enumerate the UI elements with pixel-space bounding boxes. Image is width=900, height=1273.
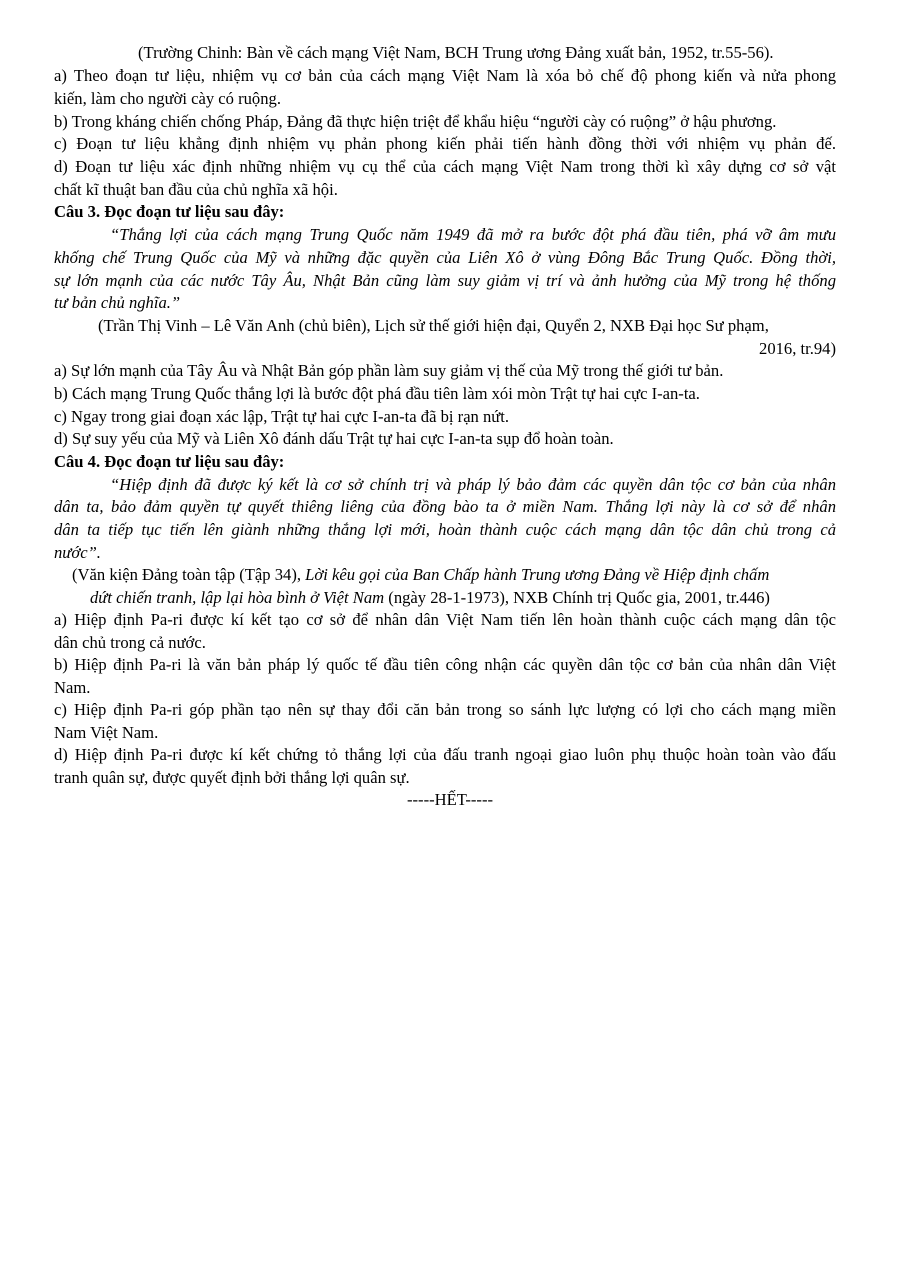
q4-option-d-line2: tranh quân sự, được quyết định bởi thắng lợi quân sự. [54, 768, 410, 787]
q3-quote-line1: “Thắng lợi của cách mạng Trung Quốc năm 1949 đã mở ra bước đột phá đầu tiên, phá vỡ âm mưu [110, 225, 836, 244]
q4-option-c-line2: Nam Việt Nam. [54, 723, 159, 742]
q4-option-b-line1: b) Hiệp định Pa-ri là văn bản pháp lý quốc tế đầu tiên công nhận các quyền dân tộc cơ bản của nhân dân Việt [54, 655, 836, 674]
q4-source-line1 [72, 564, 769, 587]
q3-source-line1: (Trần Thị Vinh – Lê Văn Anh (chủ biên), Lịch sử thế giới hiện đại, Quyển 2, NXB Đại học Sư phạm, [98, 316, 769, 335]
end-mark: -----HẾT----- [407, 790, 493, 809]
q4-option-a-line1: a) Hiệp định Pa-ri được kí kết tạo cơ sở để nhân dân Việt Nam tiến lên hoàn thành cuộc cách mạng dân tộc [54, 610, 836, 629]
q2-option-c: c) Đoạn tư liệu khẳng định nhiệm vụ phản phong kiến phải tiến hành đồng thời với nhiệm vụ phản đế. [54, 134, 836, 153]
q3-heading: Câu 3. Đọc đoạn tư liệu sau đây: [54, 202, 285, 221]
q2-option-d-line2: chất kĩ thuật ban đầu của chủ nghĩa xã hội. [54, 180, 338, 199]
q3-option-b: b) Cách mạng Trung Quốc thắng lợi là bước đột phá đầu tiên làm xói mòn Trật tự hai cực I-an-ta. [54, 384, 700, 403]
q3-option-a: a) Sự lớn mạnh của Tây Âu và Nhật Bản góp phần làm suy giảm vị thế của Mỹ trong thế giới tư bản. [54, 361, 724, 380]
q4-quote-line3: dân ta tiếp tục tiến lên giành những thắng lợi mới, hoàn thành cuộc cách mạng dân tộc dân chủ trong cả [54, 520, 836, 539]
q4-source-title-part1: Lời kêu gọi của Ban Chấp hành Trung ương Đảng về Hiệp định chấm [305, 565, 770, 584]
q4-source-title-part2: dứt chiến tranh, lập lại hòa bình ở Việt Nam [90, 588, 385, 607]
q3-source-line2: 2016, tr.94) [759, 339, 836, 358]
q4-option-c-line1: c) Hiệp định Pa-ri góp phần tạo nên sự thay đổi căn bản trong so sánh lực lượng có lợi cho cách mạng miền [54, 700, 836, 719]
q4-heading: Câu 4. Đọc đoạn tư liệu sau đây: [54, 452, 285, 471]
q4-option-b-line2: Nam. [54, 678, 91, 697]
q4-source-prefix: (Văn kiện Đảng toàn tập (Tập 34), [72, 565, 306, 584]
q4-source-line2 [90, 587, 770, 610]
q2-option-d-line1: d) Đoạn tư liệu xác định những nhiệm vụ cụ thể của cách mạng Việt Nam trong thời kì xây dựng cơ sở vật [54, 157, 836, 176]
q2-option-a-line2: kiến, làm cho người cày có ruộng. [54, 89, 281, 108]
q3-option-d: d) Sự suy yếu của Mỹ và Liên Xô đánh dấu Trật tự hai cực I-an-ta sụp đổ hoàn toàn. [54, 429, 614, 448]
q4-quote-line2: dân ta, bảo đảm quyền tự quyết thiêng liêng của đồng bào ta ở miền Nam. Thắng lợi này là cơ sở để nhân [54, 497, 836, 516]
q3-option-c: c) Ngay trong giai đoạn xác lập, Trật tự hai cực I-an-ta đã bị rạn nứt. [54, 407, 510, 426]
q2-option-b: b) Trong kháng chiến chống Pháp, Đảng đã thực hiện triệt để khẩu hiệu “người cày có ruộng” ở hậu phương. [54, 112, 777, 131]
q4-option-d-line1: d) Hiệp định Pa-ri được kí kết chứng tỏ thắng lợi của đấu tranh ngoại giao luôn phụ thuộc hoàn toàn vào đấu [54, 745, 836, 764]
q4-source-suffix: (ngày 28-1-1973), NXB Chính trị Quốc gia, 2001, tr.446) [384, 588, 770, 607]
q4-option-a-line2: dân chủ trong cả nước. [54, 633, 206, 652]
q4-quote-line4: nước”. [54, 543, 101, 562]
q3-quote-line2: khống chế Trung Quốc của Mỹ và những đặc quyền của Liên Xô ở vùng Đông Bắc Trung Quốc. Đồng thời, [54, 248, 836, 267]
q2-source: (Trường Chinh: Bàn về cách mạng Việt Nam, BCH Trung ương Đảng xuất bản, 1952, tr.55-56). [138, 43, 774, 62]
q3-quote-line3: sự lớn mạnh của các nước Tây Âu, Nhật Bản cũng làm suy giảm vị trí và ảnh hưởng của Mỹ trong hệ thống [54, 271, 836, 290]
q2-option-a-line1: a) Theo đoạn tư liệu, nhiệm vụ cơ bản của cách mạng Việt Nam là xóa bỏ chế độ phong kiến và nửa phong [54, 66, 836, 85]
q4-quote-line1: “Hiệp định đã được ký kết là cơ sở chính trị và pháp lý bảo đảm các quyền dân tộc cơ bản của nhân [110, 475, 836, 494]
q3-quote-line4: tư bản chủ nghĩa.” [54, 293, 181, 312]
